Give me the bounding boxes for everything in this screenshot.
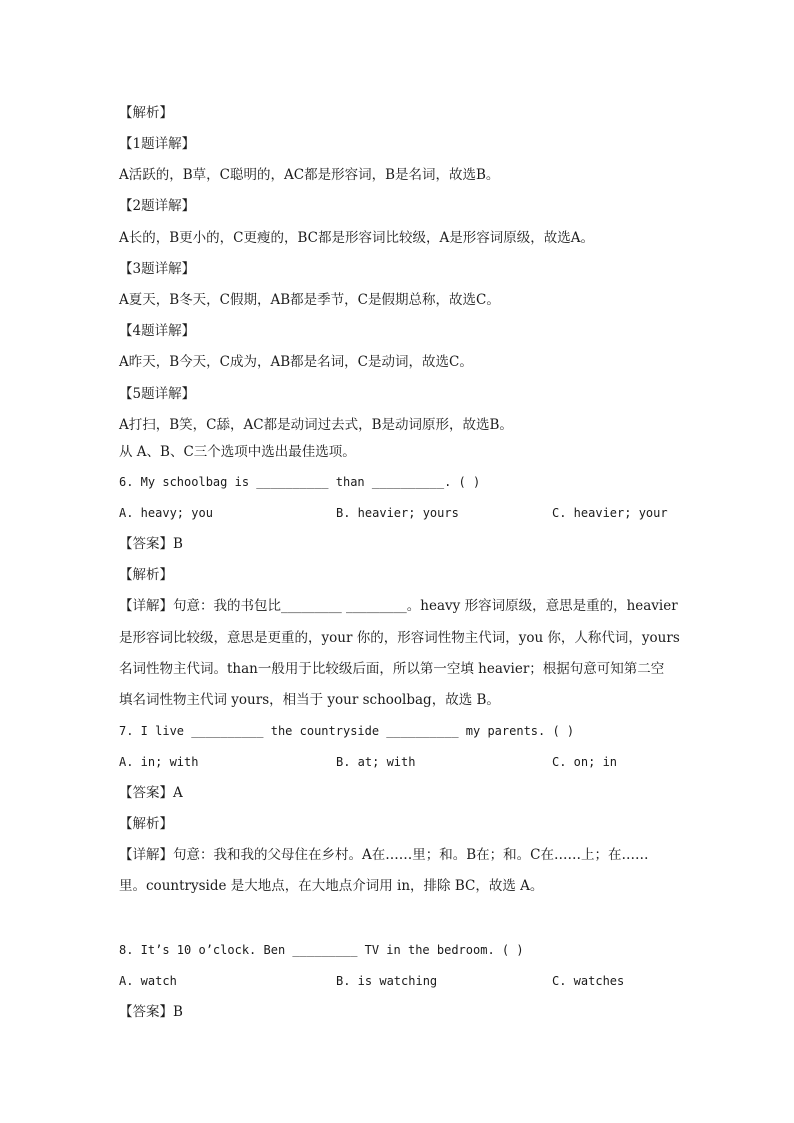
question-7: 7. I live __________ the countryside __________ my parents. ( ) xyxy=(119,724,575,738)
option-a: A. watch xyxy=(119,974,177,988)
question-6-detail-line-3: 名词性物主代词。than一般用于比较级后面，所以第一空填 heavier；根据句意可知第二空 xyxy=(119,661,665,677)
option-c: C. heavier; your xyxy=(552,506,668,520)
question-8: 8. It’s 10 o’clock. Ben _________ TV in the bedroom. ( ) xyxy=(119,943,524,957)
question-6-analysis-heading: 【解析】 xyxy=(119,567,173,583)
question-8-answer: 【答案】B xyxy=(119,1004,183,1020)
section-instruction: 从 A、B、C三个选项中选出最佳选项。 xyxy=(119,444,356,460)
question-6-detail-line-4: 填名词性物主代词 yours，相当于 your schoolbag，故选 B。 xyxy=(119,692,500,708)
subquestion-3-heading: 【3题详解】 xyxy=(119,261,196,277)
subquestion-2-heading: 【2题详解】 xyxy=(119,198,196,214)
option-b: B. is watching xyxy=(336,974,438,988)
option-b: B. at; with xyxy=(336,755,416,769)
option-a: A. heavy; you xyxy=(119,506,213,520)
analysis-heading: 【解析】 xyxy=(119,105,173,121)
subquestion-1-heading: 【1题详解】 xyxy=(119,136,196,152)
subquestion-5-heading: 【5题详解】 xyxy=(119,386,196,402)
subquestion-5-detail: A打扫，B笑，C舔，AC都是动词过去式，B是动词原形，故选B。 xyxy=(119,417,513,433)
option-c: C. watches xyxy=(552,974,625,988)
question-7-detail-line-1: 【详解】句意：我和我的父母住在乡村。A在……里；和。B在；和。C在……上；在…… xyxy=(119,847,649,863)
subquestion-4-detail: A昨天，B今天，C成为，AB都是名词，C是动词，故选C。 xyxy=(119,354,473,370)
subquestion-1-detail: A活跃的，B草，C聪明的，AC都是形容词，B是名词，故选B。 xyxy=(119,167,500,183)
question-6-detail-line-2: 是形容词比较级，意思是更重的，your 你的，形容词性物主代词，you 你，人称代词，yours xyxy=(119,630,680,646)
option-c: C. on; in xyxy=(552,755,618,769)
option-a: A. in; with xyxy=(119,755,199,769)
question-6-answer: 【答案】B xyxy=(119,536,183,552)
question-7-detail-line-2: 里。countryside 是大地点，在大地点介词用 in，排除 BC，故选 A。 xyxy=(119,878,544,894)
question-7-analysis-heading: 【解析】 xyxy=(119,816,173,832)
subquestion-4-heading: 【4题详解】 xyxy=(119,323,196,339)
question-6-detail-line-1: 【详解】句意：我的书包比_________ _________。heavy 形容词原级，意思是重的，heavier xyxy=(119,598,678,614)
question-7-answer: 【答案】A xyxy=(119,785,183,801)
option-b: B. heavier; yours xyxy=(336,506,459,520)
subquestion-2-detail: A长的，B更小的，C更瘦的，BC都是形容词比较级，A是形容词原级，故选A。 xyxy=(119,230,594,246)
subquestion-3-detail: A夏天，B冬天，C假期，AB都是季节，C是假期总称，故选C。 xyxy=(119,292,500,308)
question-6: 6. My schoolbag is __________ than __________. ( ) xyxy=(119,475,481,489)
